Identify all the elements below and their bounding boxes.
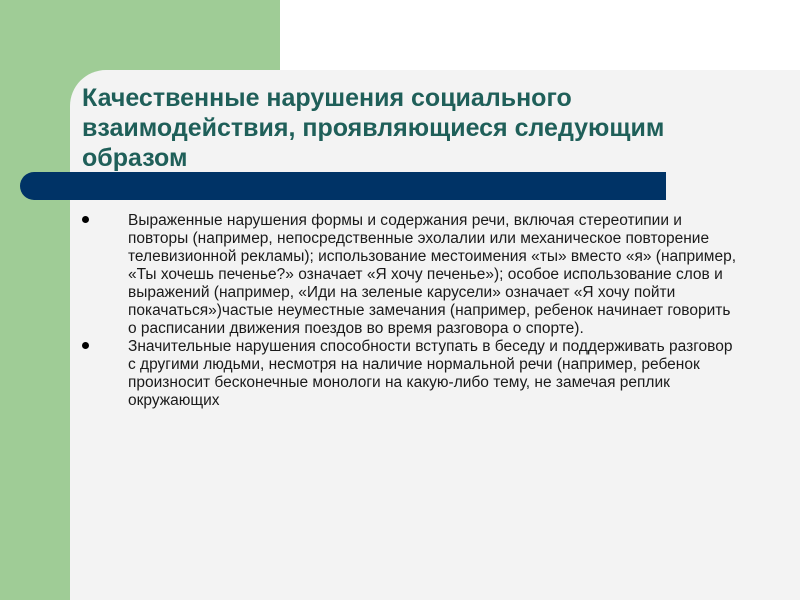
bullet-text: Выраженные нарушения формы и содержания речи, включая стереотипии и повторы (например, непосредственные эхолалии или механическое повторение телевизионной рекламы); использование местоимения «ты» вместо «я» (например, «Ты хочешь печенье?» означает «Я хочу печенье»); особое использование слов и выражений (например, «Иди на зеленые карусели» означает «Я хочу пойти покачаться»)частые неуместные замечания (например, ребенок начинает говорить о расписании движения поездов во время разговора о спорте). bbox=[128, 212, 736, 337]
bullet-list bbox=[76, 212, 736, 410]
slide-title: Качественные нарушения социального взаимодействия, проявляющиеся следующим образом bbox=[82, 84, 665, 172]
bullet-item bbox=[76, 338, 736, 410]
title-underline-bar bbox=[20, 172, 666, 200]
bullet-text: Значительные нарушения способности вступать в беседу и поддерживать разговор с другими людьми, несмотря на наличие нормальной речи (например, ребенок произносит бесконечные монологи на какую-либо тему, не замечая реплик окружающих bbox=[128, 338, 733, 409]
bullet-item bbox=[76, 212, 736, 338]
bullet-dot-icon bbox=[82, 216, 89, 223]
bullet-dot-icon bbox=[82, 342, 89, 349]
